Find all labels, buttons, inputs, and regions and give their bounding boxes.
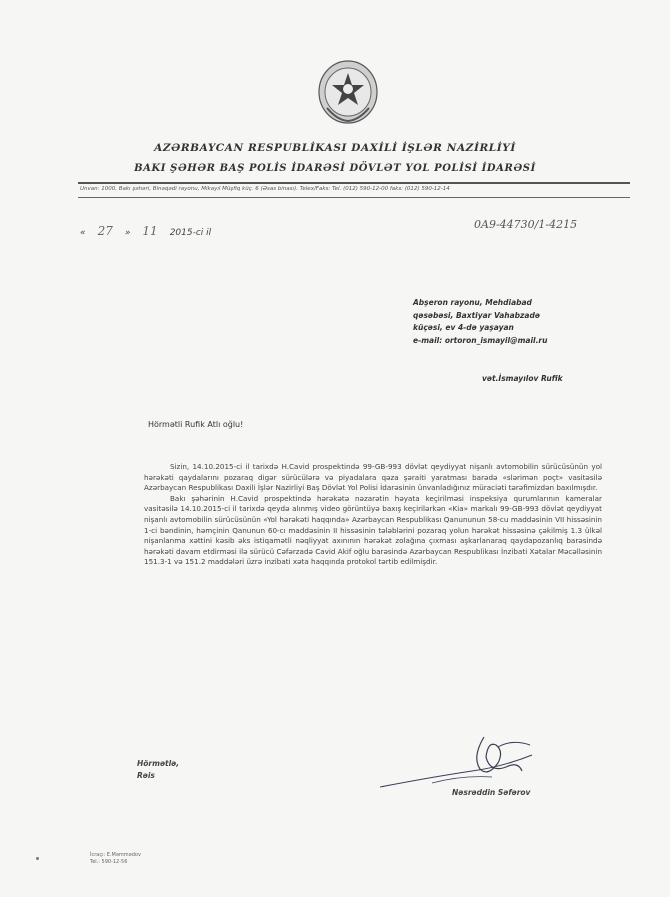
date-day: 27: [97, 224, 113, 238]
closing-regards: Hörmətlə,: [137, 759, 180, 768]
date-open-quote: «: [80, 228, 86, 238]
handwritten-signature: [372, 727, 542, 797]
salutation: Hörmətli Rufik Atlı oğlu!: [148, 420, 244, 429]
executor-info: [90, 852, 141, 866]
recipient-line: küçəsi, ev 4-də yaşayan: [413, 323, 514, 332]
recipient-name: vət.İsmayılov Rufik: [482, 374, 563, 383]
closing-block: [137, 758, 179, 782]
ministry-title: AZƏRBAYCAN RESPUBLİKASI DAXİLİ İŞLƏR NAZİRLİYİ: [154, 142, 516, 154]
date-close-quote: »: [124, 228, 131, 238]
signer-name: Nəsrəddin Səfərov: [452, 788, 531, 797]
reference-number: 0A9-44730/1-4215: [474, 218, 578, 231]
header-rule-thin: [78, 197, 630, 198]
header-rule: [78, 182, 630, 184]
recipient-email: e-mail: ortoron_ismayil@mail.ru: [413, 335, 548, 345]
date-month: 11: [142, 224, 158, 238]
executor-phone: Tel.: 590-12-56: [90, 859, 128, 865]
recipient-line: Abşeron rayonu, Mehdiabad: [413, 298, 532, 307]
letter-date: [80, 224, 211, 238]
margin-mark: [36, 857, 39, 860]
closing-title: Rəis: [137, 771, 155, 780]
recipient-address: [413, 297, 613, 347]
letter-body: [144, 462, 602, 568]
recipient-line: qəsəbəsi, Baxtiyar Vahabzadə: [413, 310, 540, 320]
body-paragraph: Sizin, 14.10.2015-ci il tarixdə H.Cavid prospektində 99-GB-993 dövlət qeydiyyat nişanlı avtomobilin sürücüsünün yol hərəkəti qaydalarını pozaraq digər sürücülərə və piyadalara qəza şəraiti yaratması barədə «slərimən poçt» vasitəsilə Azərbaycan Respublikası Daxili İşlər Nazirliyi Baş Dövlət Yol Polisi İdarəsinin ünvanladığınız müraciəti tərəfimizdən baxılmışdır.: [144, 462, 602, 493]
header-address: Ünvan: 1000, Bakı şəhəri, Binəqədi rayonu, Mikayıl Müşfiq küç. 6 (Əsas binası). Telex/Faks: Tel. (012) 590-12-00 faks: (012) 590-12-14: [80, 186, 450, 192]
body-paragraph: Bakı şəhərinin H.Cavid prospektində hərəkətə nəzarətin həyata keçirilməsi inspeksiya qurumlarının kameralar vasitəsilə 14.10.2015-ci il tarixdə qeydə alınmış video görüntüyə baxış keçirilərkən «Kia» markalı 99-GB-993 dövlət qeydiyyat nişanlı avtomobilin sürücüsünün «Yol hərəkəti haqqında» Azərbaycan Respublikası Qanununun 58-cu maddəsinin VII hissəsinin 1-ci bəndinin, həmçinin Qanunun 60-cı maddəsinin II hissəsinin tələblərini pozaraq yolun hərəkət hissəsinə çəkilmiş 1.3 ülkəl nişanlanma xəttini kəsib əks istiqamətli nəqliyyat axınının hərəkət zolağına çıxması aşkarlanaraq qaydapozanlıq barəsində hərəkəti davam etdirməsi ilə sürücü Cəfərzadə Cavid Akif oğlu barəsində Azərbaycan Respublikası İnzibati Xətalar Məcəlləsinin 151.3-1 və 151.2 maddələri üzrə inzibati xəta haqqında protokol tərtib edilmişdir.: [144, 493, 602, 567]
executor-name: İcraçı: E.Məmmədov: [90, 852, 141, 858]
department-title: BAKI ŞƏHƏR BAŞ POLİS İDARƏSİ DÖVLƏT YOL POLİSİ İDARƏSİ: [134, 163, 536, 174]
state-emblem-icon: [317, 58, 379, 124]
date-year: 2015-ci il: [169, 228, 212, 238]
